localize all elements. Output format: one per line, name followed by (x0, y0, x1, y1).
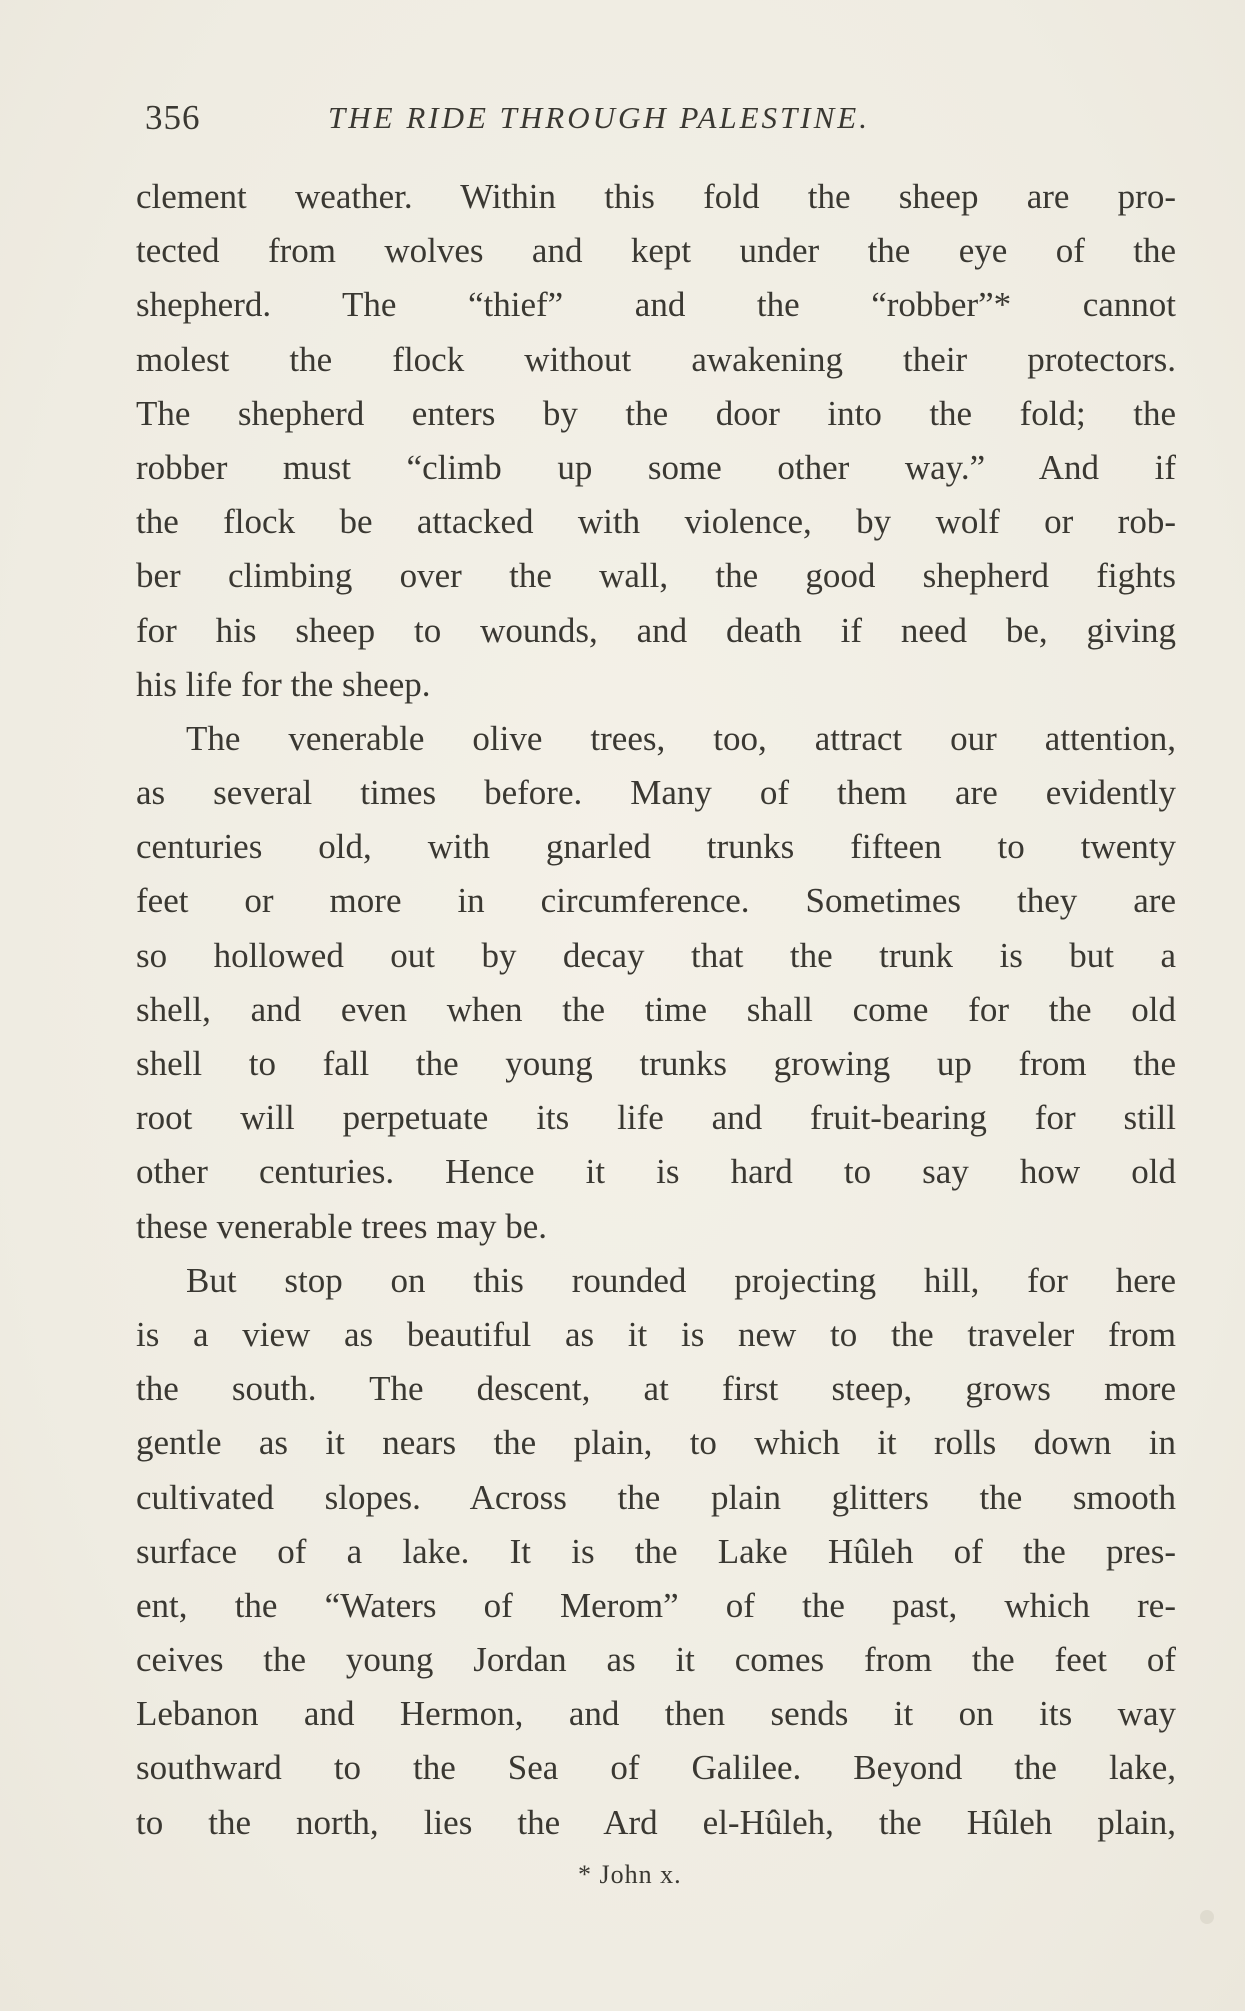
text-line: centuries old, with gnarled trunks fifteen to twenty (136, 827, 1176, 867)
text-line: The shepherd enters by the door into the fold; the (136, 393, 1176, 433)
text-line: the south. The descent, at first steep, grows more (136, 1369, 1176, 1409)
text-line: gentle as it nears the plain, to which it rolls down in (136, 1423, 1176, 1463)
text-line: cultivated slopes. Across the plain glitters the smooth (136, 1477, 1176, 1517)
text-line: the flock be attacked with violence, by wolf or rob- (136, 502, 1176, 542)
paper-blemish (1200, 1910, 1214, 1924)
text-line: other centuries. Hence it is hard to say how old (136, 1152, 1176, 1192)
text-line: is a view as beautiful as it is new to the traveler from (136, 1314, 1176, 1354)
text-line: feet or more in circumference. Sometimes they are (136, 881, 1176, 921)
text-line: shell to fall the young trunks growing up from the (136, 1044, 1176, 1083)
text-line: root will perpetuate its life and fruit-bearing for still (136, 1098, 1176, 1138)
text-line: southward to the Sea of Galilee. Beyond the lake, (136, 1748, 1176, 1788)
running-title: THE RIDE THROUGH PALESTINE. (328, 100, 870, 135)
text-line: surface of a lake. It is the Lake Hûleh of the pres- (136, 1531, 1176, 1571)
text-line: tected from wolves and kept under the eye of the (136, 231, 1176, 271)
running-head (145, 96, 1145, 140)
text-line: ent, the “Waters of Merom” of the past, which re- (136, 1585, 1176, 1625)
text-line: molest the flock without awakening their protectors. (136, 339, 1176, 379)
text-line: to the north, lies the Ard el-Hûleh, the Hûleh plain, (136, 1802, 1176, 1842)
text-line: so hollowed out by decay that the trunk is but a (136, 935, 1176, 975)
text-line: these venerable trees may be. (136, 1206, 548, 1246)
page-number: 356 (145, 98, 201, 137)
text-line: clement weather. Within this fold the sheep are pro- (136, 177, 1176, 216)
text-line: The venerable olive trees, too, attract our attention, (186, 718, 1176, 758)
text-line: his life for the sheep. (136, 664, 431, 704)
text-line: But stop on this rounded projecting hill, for here (186, 1260, 1176, 1300)
footnote: * John x. (578, 1860, 682, 1889)
body-text (136, 170, 1176, 1850)
text-line: Lebanon and Hermon, and then sends it on its way (136, 1694, 1176, 1734)
text-line: for his sheep to wounds, and death if need be, giving (136, 610, 1176, 650)
text-line: as several times before. Many of them are evidently (136, 773, 1176, 813)
text-line: robber must “climb up some other way.” And if (136, 447, 1176, 487)
text-line: ber climbing over the wall, the good shepherd fights (136, 556, 1176, 596)
text-line: shepherd. The “thief” and the “robber”* cannot (136, 285, 1176, 325)
text-line: shell, and even when the time shall come for the old (136, 989, 1176, 1029)
text-line: ceives the young Jordan as it comes from the feet of (136, 1640, 1176, 1680)
